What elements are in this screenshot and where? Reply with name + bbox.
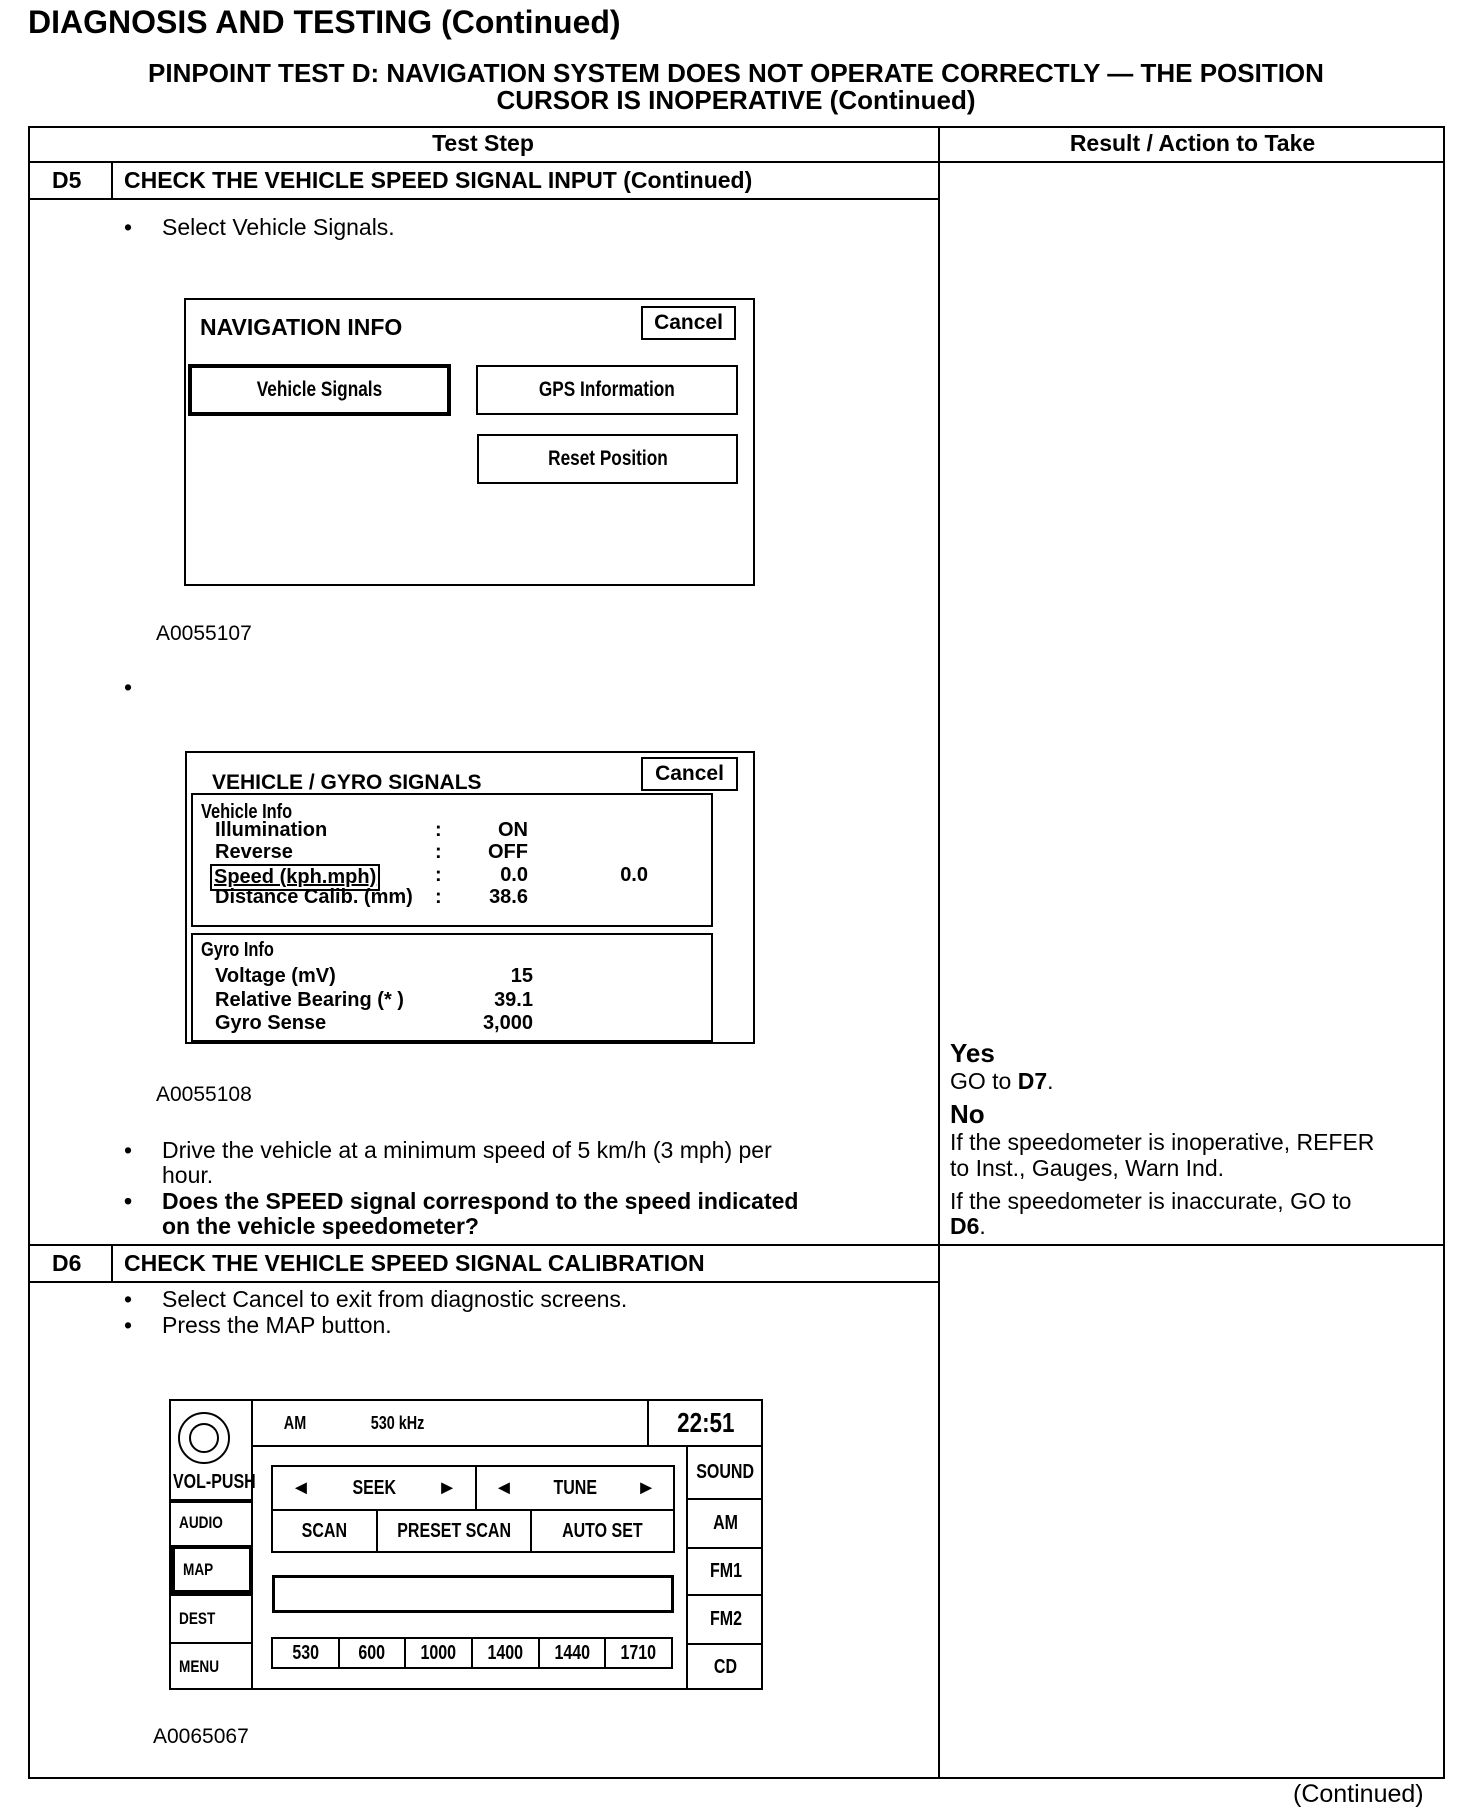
- vehicle-info-value: 38.6: [489, 886, 528, 908]
- fm1-button[interactable]: FM1: [688, 1547, 763, 1594]
- section-label: Gyro Info: [201, 939, 274, 961]
- column-divider: [938, 126, 940, 1779]
- bullet: •: [124, 1286, 133, 1312]
- link-d7[interactable]: D7: [1017, 1068, 1048, 1094]
- map-button[interactable]: MAP: [171, 1545, 253, 1594]
- preset-buttons: [271, 1637, 673, 1669]
- header-divider: [28, 161, 1445, 163]
- dest-button[interactable]: DEST: [171, 1594, 251, 1642]
- gyro-info-label: Voltage (mV): [215, 965, 336, 987]
- colon: :: [435, 864, 442, 886]
- tune-up-icon[interactable]: ►: [636, 1476, 656, 1499]
- gyro-info-value: 15: [510, 965, 533, 987]
- gyro-info-value: 39.1: [494, 989, 533, 1011]
- screen-title: NAVIGATION INFO: [200, 314, 403, 340]
- vehicle-info-value: OFF: [488, 841, 528, 863]
- bullet: •: [124, 1188, 133, 1214]
- continued-label: (Continued): [1293, 1780, 1424, 1808]
- vehicle-gyro-signals-screen: [185, 751, 755, 1044]
- screen-title: VEHICLE / GYRO SIGNALS: [212, 771, 482, 794]
- figure-id: A0055108: [156, 1083, 252, 1106]
- row-divider: [28, 1244, 1445, 1246]
- band-label: AM: [283, 1413, 307, 1433]
- vol-push-label: VOL-PUSH: [173, 1471, 256, 1493]
- seek-up-icon[interactable]: ►: [437, 1476, 457, 1499]
- bullet: •: [124, 674, 133, 700]
- vehicle-signals-button[interactable]: Vehicle Signals: [188, 364, 451, 416]
- no-action-2-cont: D6.: [950, 1213, 986, 1239]
- clock: 22:51: [677, 1407, 735, 1438]
- cancel-button[interactable]: Cancel: [641, 757, 738, 791]
- step-title-d6: CHECK THE VEHICLE SPEED SIGNAL CALIBRATION: [124, 1250, 705, 1276]
- vehicle-info-label: Illumination: [215, 819, 328, 841]
- bullet: •: [124, 1137, 133, 1163]
- preset-button[interactable]: 1440: [538, 1639, 605, 1667]
- step-id-d6: D6: [52, 1250, 82, 1276]
- info-display-bar: [272, 1575, 674, 1613]
- frequency-label: 530 kHz: [370, 1413, 425, 1433]
- yes-action: GO to D7.: [950, 1068, 1054, 1094]
- instruction: Select Vehicle Signals.: [162, 214, 395, 240]
- question-cont: on the vehicle speedometer?: [162, 1213, 479, 1239]
- vehicle-info-value: ON: [498, 819, 528, 841]
- instruction: Select Cancel to exit from diagnostic screens.: [162, 1286, 628, 1312]
- no-action-2: If the speedometer is inaccurate, GO to: [950, 1188, 1352, 1214]
- bullet: •: [124, 214, 133, 240]
- volume-knob-icon[interactable]: [178, 1412, 230, 1464]
- navigation-info-screen: [184, 298, 755, 586]
- auto-set-button[interactable]: AUTO SET: [562, 1520, 643, 1542]
- gyro-info-label: Gyro Sense: [215, 1012, 327, 1034]
- radio-display: [169, 1399, 763, 1690]
- no-action-cont: to Inst., Gauges, Warn Ind.: [950, 1155, 1225, 1181]
- menu-button[interactable]: MENU: [171, 1642, 251, 1690]
- section-label: Vehicle Info: [201, 801, 293, 823]
- step-id-divider: [111, 1245, 113, 1282]
- fm2-button[interactable]: FM2: [688, 1594, 763, 1643]
- preset-button[interactable]: 600: [338, 1639, 405, 1667]
- figure-id: A0065067: [153, 1725, 249, 1748]
- instruction: Press the MAP button.: [162, 1312, 392, 1338]
- colon: :: [435, 886, 442, 908]
- no-action: If the speedometer is inoperative, REFER: [950, 1129, 1375, 1155]
- seek-down-icon[interactable]: ◄: [290, 1476, 311, 1499]
- cd-button[interactable]: CD: [688, 1643, 763, 1690]
- vehicle-info-label: Speed (kph.mph): [210, 864, 380, 891]
- figure-id: A0055107: [156, 622, 252, 645]
- preset-button[interactable]: 1000: [404, 1639, 471, 1667]
- page-title: DIAGNOSIS AND TESTING (Continued): [28, 4, 621, 40]
- step-id-d5: D5: [52, 167, 82, 193]
- instruction-cont: hour.: [162, 1162, 214, 1188]
- gyro-info-value: 3,000: [482, 1012, 533, 1034]
- result-yes: Yes: [950, 1038, 995, 1068]
- tune-control[interactable]: ◄ TUNE ►: [493, 1476, 656, 1499]
- row-divider: [28, 198, 939, 200]
- preset-button[interactable]: 530: [291, 1641, 319, 1664]
- audio-button[interactable]: AUDIO: [171, 1501, 251, 1542]
- preset-scan-button[interactable]: PRESET SCAN: [397, 1520, 511, 1542]
- test-subtitle-line1: PINPOINT TEST D: NAVIGATION SYSTEM DOES NOT OPERATE CORRECTLY — THE POSITION: [148, 58, 1324, 88]
- test-subtitle-line2: CURSOR IS INOPERATIVE (Continued): [496, 85, 976, 115]
- am-button[interactable]: AM: [688, 1498, 763, 1547]
- gyro-info-panel: [191, 933, 713, 1042]
- vehicle-info-panel: [191, 793, 713, 927]
- tune-down-icon[interactable]: ◄: [493, 1476, 514, 1499]
- step-title-d5: CHECK THE VEHICLE SPEED SIGNAL INPUT (Continued): [124, 167, 753, 193]
- seek-control[interactable]: ◄ SEEK ►: [290, 1476, 457, 1499]
- instruction: Drive the vehicle at a minimum speed of 5 km/h (3 mph) per: [162, 1137, 772, 1163]
- col-header-result: Result / Action to Take: [1069, 130, 1316, 156]
- vehicle-info-value: 0.0: [500, 864, 528, 886]
- result-no: No: [950, 1099, 985, 1129]
- preset-button[interactable]: 1710: [604, 1639, 671, 1667]
- step-id-divider: [111, 162, 113, 199]
- tuning-controls: [271, 1465, 675, 1553]
- question: Does the SPEED signal correspond to the speed indicated: [162, 1188, 799, 1214]
- scan-button[interactable]: SCAN: [301, 1520, 348, 1542]
- col-header-test-step: Test Step: [432, 130, 534, 156]
- preset-button[interactable]: 1400: [471, 1639, 538, 1667]
- vehicle-info-value-2: 0.0: [620, 864, 648, 886]
- sound-button[interactable]: SOUND: [696, 1460, 755, 1483]
- gyro-info-label: Relative Bearing (* ): [215, 989, 404, 1011]
- cancel-button[interactable]: Cancel: [641, 306, 736, 340]
- colon: :: [435, 841, 442, 863]
- vehicle-info-label: Reverse: [215, 841, 293, 863]
- reset-position-button[interactable]: Reset Position: [477, 434, 738, 484]
- gps-information-button[interactable]: GPS Information: [476, 365, 738, 415]
- link-d6[interactable]: D6: [950, 1213, 980, 1239]
- colon: :: [435, 819, 442, 841]
- bullet: •: [124, 1312, 133, 1338]
- row-divider: [28, 1281, 939, 1283]
- vehicle-info-label: Distance Calib. (mm): [215, 886, 413, 908]
